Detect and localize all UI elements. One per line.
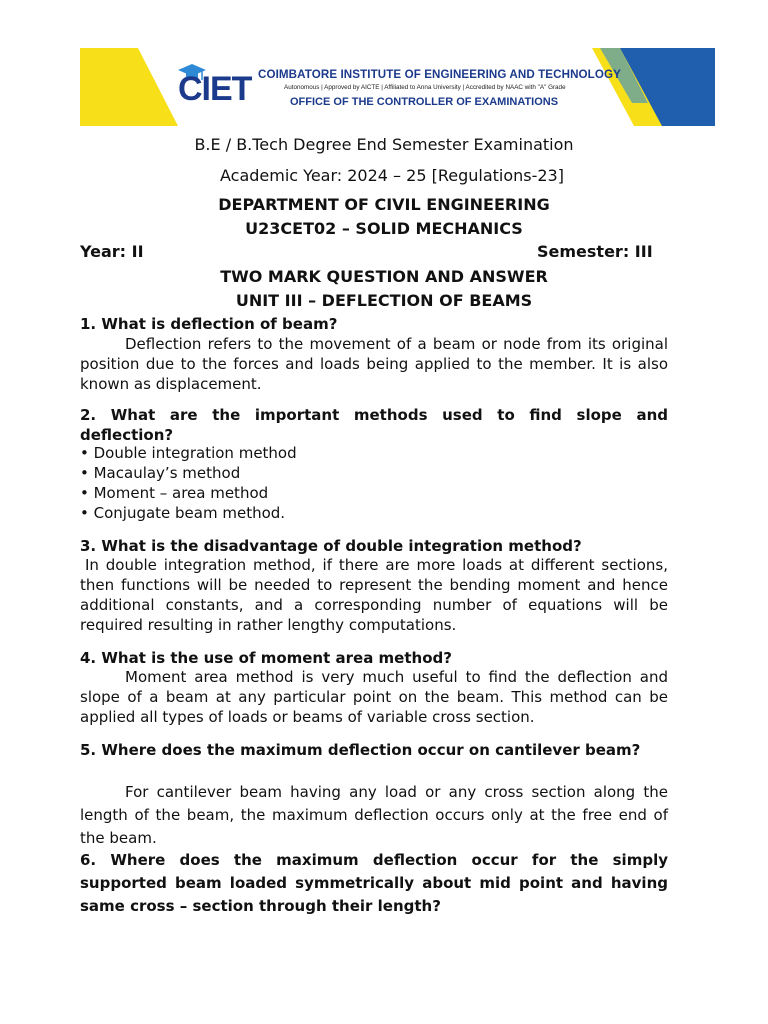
institute-banner xyxy=(80,48,715,126)
office-title: OFFICE OF THE CONTROLLER OF EXAMINATIONS xyxy=(290,96,559,108)
question-5: 5. Where does the maximum deflection occur on cantilever beam? xyxy=(80,741,641,759)
question-1: 1. What is deflection of beam? xyxy=(80,315,338,333)
unit-title: UNIT III – DEFLECTION OF BEAMS xyxy=(235,291,533,310)
list-item: • Double integration method xyxy=(80,444,297,462)
list-item: • Moment – area method xyxy=(80,484,269,502)
list-item: • Conjugate beam method. xyxy=(80,504,286,522)
institute-subtitle: Autonomous | Approved by AICTE | Affiliated to Anna University | Accredited by NAAC with "A" Grade xyxy=(284,84,566,91)
year-label: Year: II xyxy=(80,242,144,261)
course-title: U23CET02 – SOLID MECHANICS xyxy=(245,219,523,238)
answer-4: Moment area method is very much useful to find the deflection and slope of a beam at any particular point on the beam. This method can be applied all types of loads or beams of variable cross section. xyxy=(80,668,668,726)
answer-5: For cantilever beam having any load or any cross section along the length of the beam, the maximum deflection occurs only at the free end of the beam. xyxy=(80,783,668,847)
list-item: • Macaulay’s method xyxy=(80,464,241,482)
ciet-logo: CIET xyxy=(178,70,252,108)
document-type: TWO MARK QUESTION AND ANSWER xyxy=(220,267,548,286)
answer-1: Deflection refers to the movement of a beam or node from its original position due to the forces and loads being applied to the member. It is also known as displacement. xyxy=(80,335,668,393)
department-title: DEPARTMENT OF CIVIL ENGINEERING xyxy=(218,195,550,214)
question-6: 6. Where does the maximum deflection occur for the simply supported beam loaded symmetrically about mid point and having same cross – section through their length? xyxy=(80,851,668,915)
exam-title: B.E / B.Tech Degree End Semester Examination xyxy=(194,135,574,154)
question-2: 2. What are the important methods used to find slope and deflection? xyxy=(80,406,668,444)
question-4: 4. What is the use of moment area method? xyxy=(80,649,452,667)
answer-3: In double integration method, if there are more loads at different sections, then functions will be needed to represent the bending moment and hence additional constants, and a corresponding number of equations will be required resulting in rather lengthy computations. xyxy=(80,556,668,634)
question-3: 3. What is the disadvantage of double integration method? xyxy=(80,537,582,555)
institute-name: COIMBATORE INSTITUTE OF ENGINEERING AND TECHNOLOGY xyxy=(258,68,621,81)
academic-year: Academic Year: 2024 – 25 [Regulations-23] xyxy=(220,166,564,185)
methods-list xyxy=(80,443,668,523)
semester-label: Semester: III xyxy=(537,242,653,261)
